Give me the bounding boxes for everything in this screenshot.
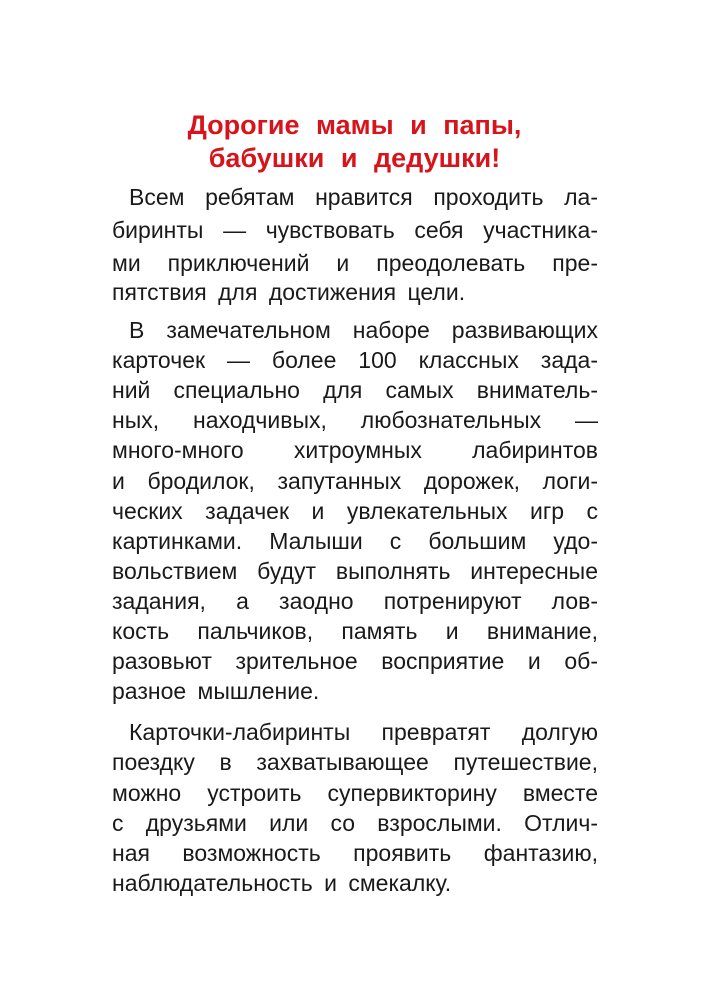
paragraph-2-line: ний специально для самых вниматель-	[112, 377, 598, 403]
paragraph-3-line: с друзьями или со взрослыми. Отлич-	[112, 810, 598, 836]
paragraph-2-line: разовьют зрительное восприятие и об-	[112, 648, 598, 674]
paragraph-3-line: ная возможность проявить фантазию,	[112, 840, 598, 866]
paragraph-2-line: ческих задачек и увлекательных игр с	[112, 498, 598, 524]
paragraph-2-line: картинками. Малыши с большим удо-	[112, 528, 598, 554]
paragraph-2-line: задания, а заодно потренируют лов-	[112, 588, 598, 614]
heading-line-1: Дорогие мамы и папы,	[187, 110, 522, 140]
paragraph-2-line: разное мышление.	[112, 678, 320, 704]
paragraph-3-line: наблюдательность и смекалку.	[112, 870, 452, 896]
paragraph-2-line: ных, находчивых, любознательных —	[112, 407, 598, 433]
paragraph-1-line: Всем ребятам нравится проходить ла-	[129, 184, 598, 210]
paragraph-2-line: много-много хитроумных лабиринтов	[112, 437, 598, 463]
paragraph-1-line: ми приключений и преодолевать пре-	[112, 250, 598, 276]
paragraph-2-line: и бродилок, запутанных дорожек, логи-	[112, 468, 598, 494]
paragraph-2-line: вольствием будут выполнять интересные	[112, 558, 598, 584]
paragraph-2-line: кость пальчиков, память и внимание,	[112, 618, 598, 644]
paragraph-2-line: карточек — более 100 классных зада-	[112, 347, 598, 373]
paragraph-3-line: Карточки-лабиринты превратят долгую	[129, 719, 598, 745]
paragraph-3-line: можно устроить супервикторину вместе	[112, 780, 598, 806]
paragraph-1-line: биринты — чувствовать себя участника-	[112, 217, 598, 243]
heading-line-2: бабушки и дедушки!	[208, 143, 501, 173]
paragraph-1-line: пятствия для достижения цели.	[112, 279, 466, 305]
paragraph-3-line: поездку в захватывающее путешествие,	[112, 749, 598, 775]
paragraph-2-line: В замечательном наборе развивающих	[129, 317, 598, 343]
